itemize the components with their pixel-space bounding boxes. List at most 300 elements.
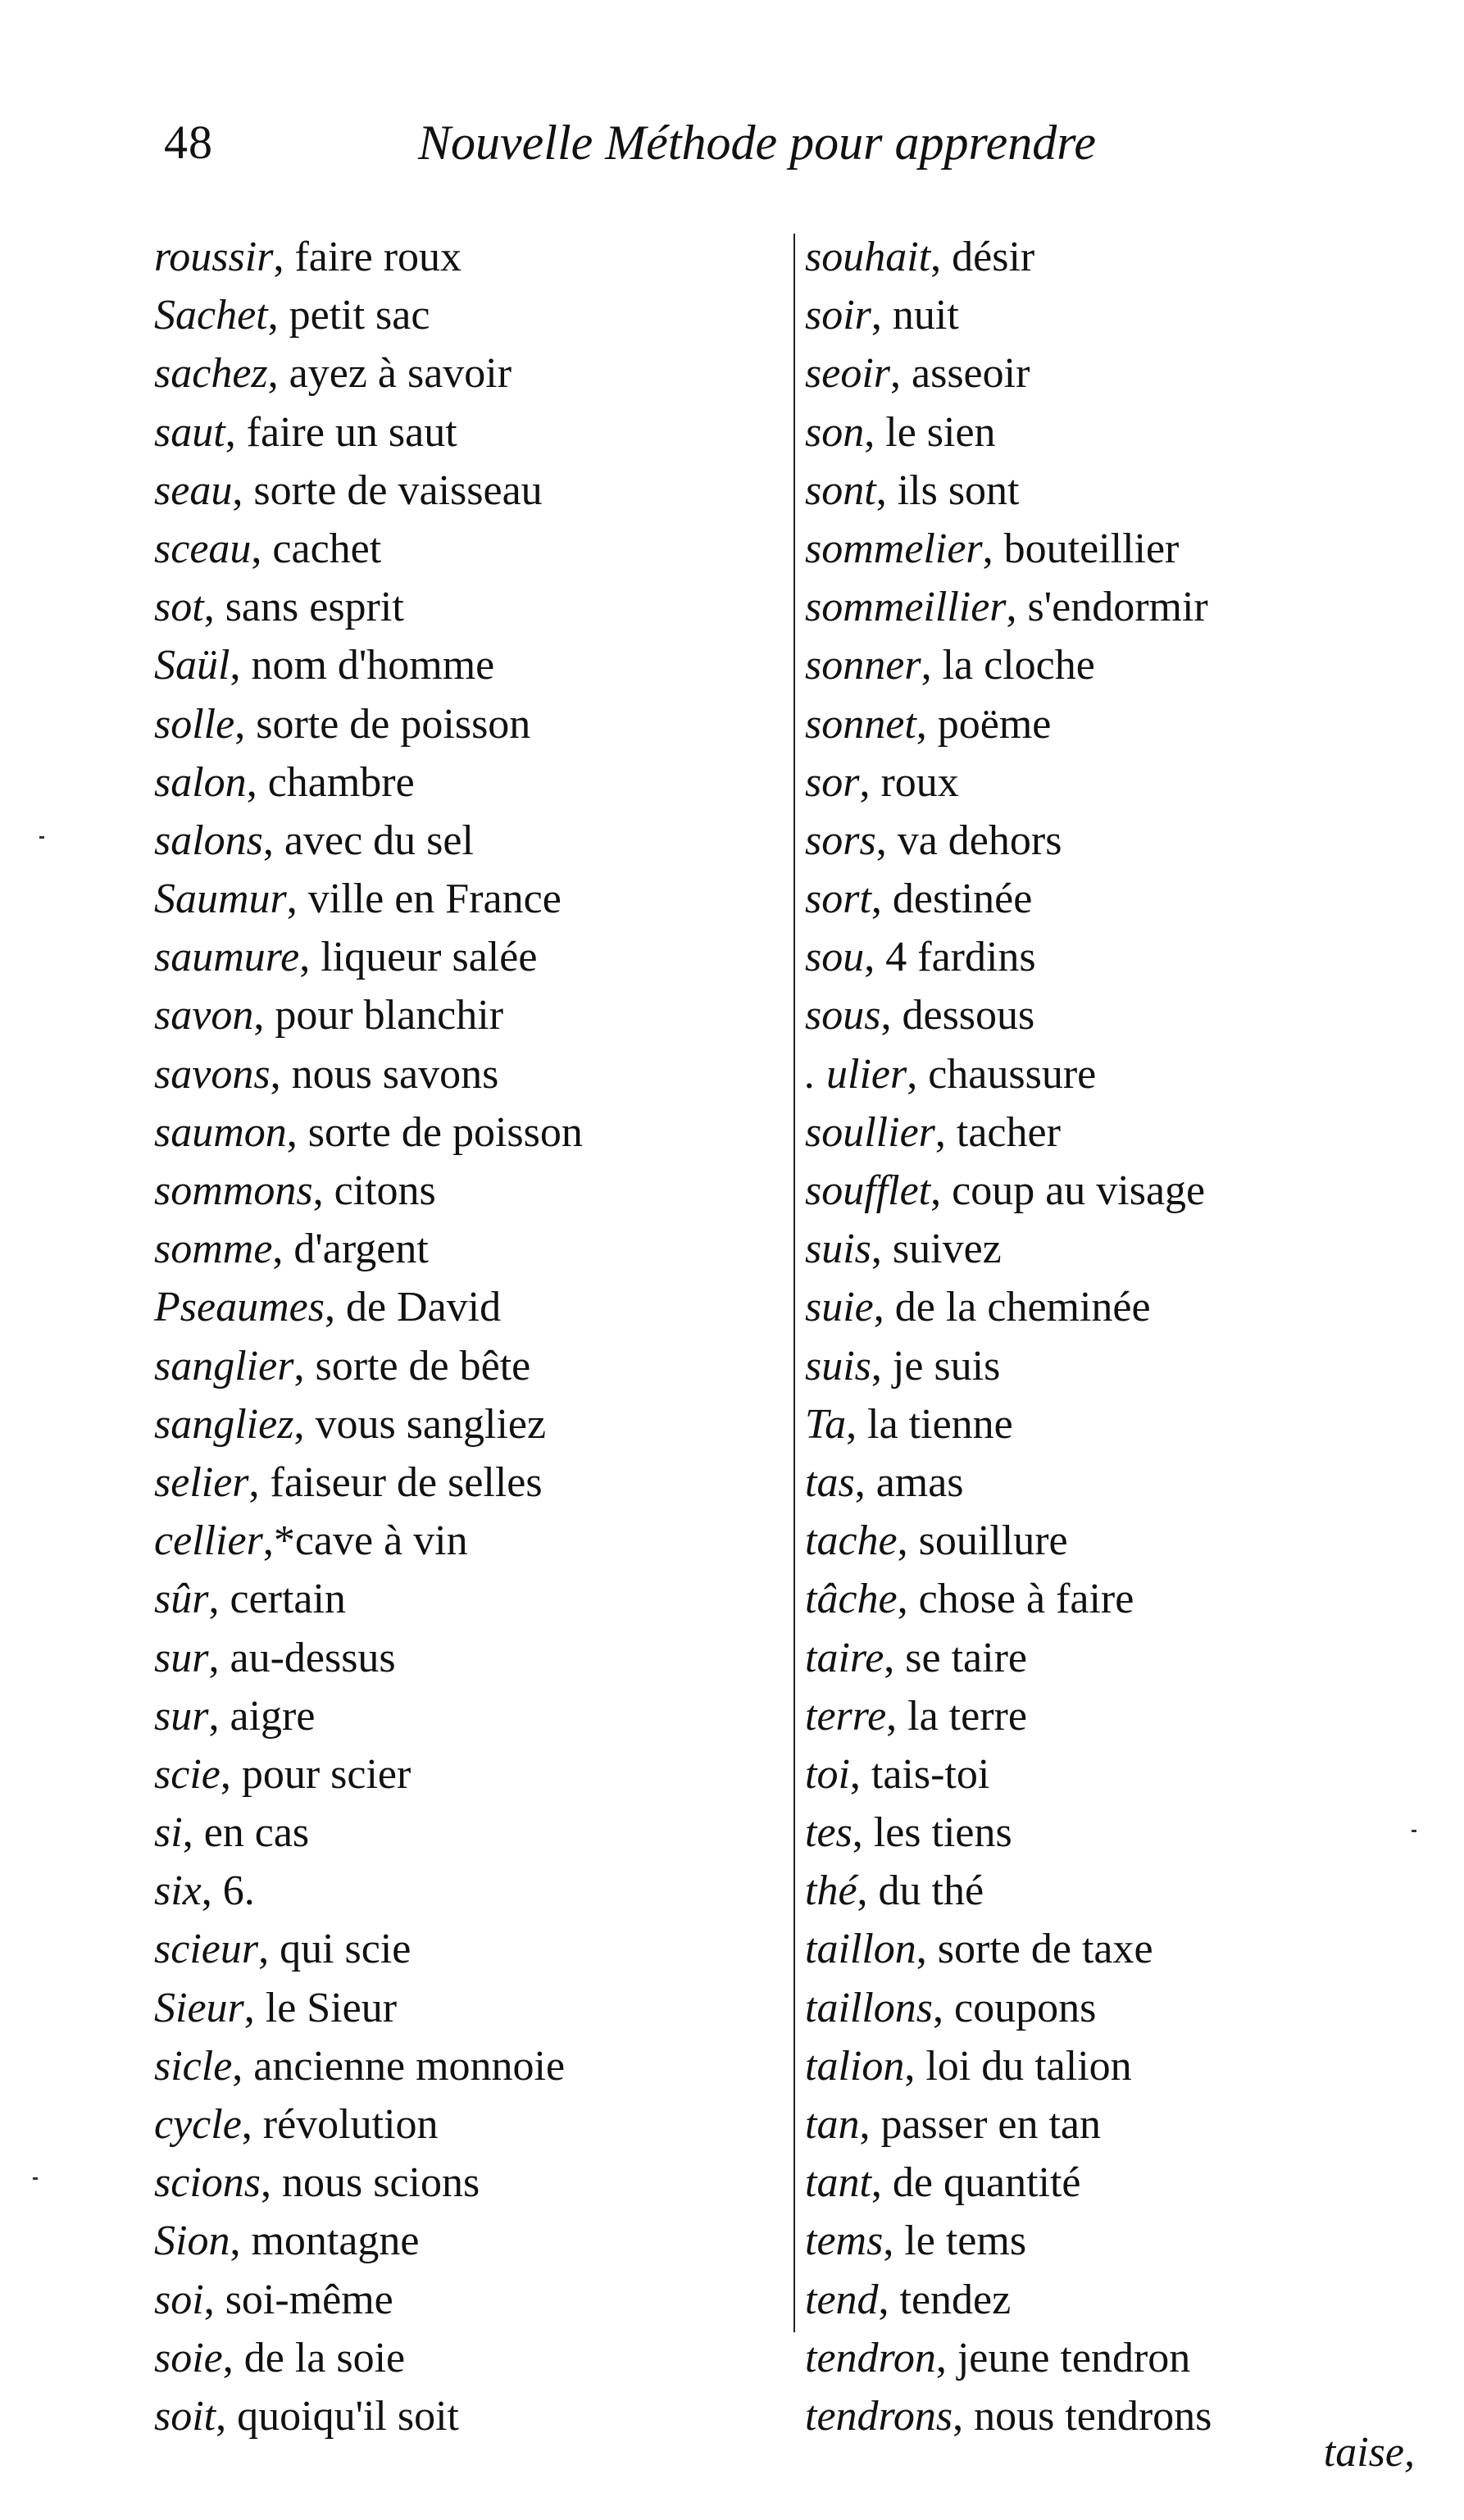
- running-title: Nouvelle Méthode pour apprendre: [418, 116, 1097, 170]
- entry-headword: son: [805, 408, 865, 456]
- entry-separator: ,: [846, 1400, 868, 1448]
- entry-headword: salons: [154, 816, 263, 864]
- entry-separator: ,: [878, 2276, 900, 2323]
- entry-separator: ,: [930, 1167, 953, 1214]
- entry-gloss: cachet: [272, 525, 382, 572]
- entry-gloss: le Sieur: [265, 1984, 398, 2031]
- entry-headword: tâche: [805, 1576, 898, 1623]
- entry-headword: tend: [805, 2276, 879, 2323]
- entry-gloss: souillure: [918, 1517, 1068, 1565]
- entry-separator: ,: [241, 2101, 263, 2148]
- dictionary-entry: [805, 2329, 1395, 2387]
- entry-headword: soir: [805, 292, 871, 339]
- entry-gloss: tendez: [899, 2276, 1012, 2323]
- entry-headword: scie: [154, 1750, 221, 1798]
- entry-headword: sanglier: [154, 1342, 294, 1390]
- entry-gloss: loi du talion: [925, 2042, 1132, 2090]
- entry-headword: Ta: [805, 1400, 847, 1448]
- entry-separator: ,: [1006, 584, 1028, 631]
- entry-gloss: 4 fardins: [885, 934, 1036, 981]
- entry-gloss: s'endormir: [1027, 584, 1208, 631]
- dictionary-entry: [154, 2154, 793, 2212]
- entry-gloss: roux: [880, 758, 959, 806]
- entry-headword: terre: [805, 1692, 887, 1740]
- entry-headword: . ulier: [805, 1050, 907, 1098]
- entry-headword: six: [154, 1867, 202, 1915]
- entry-headword: tendrons: [805, 2392, 953, 2440]
- entry-separator: ,: [864, 934, 886, 981]
- dictionary-entry: [805, 1045, 1395, 1103]
- entry-gloss: nous tendrons: [974, 2392, 1212, 2440]
- entry-headword: seau: [154, 466, 233, 514]
- entry-separator: ,: [270, 1050, 292, 1098]
- entry-gloss: va dehors: [897, 816, 1062, 864]
- dictionary-entry: [805, 228, 1395, 286]
- page-number: 48: [164, 116, 213, 169]
- entry-separator: ,: [880, 992, 902, 1039]
- entry-separator: ,: [286, 876, 308, 923]
- entry-gloss: tais-toi: [871, 1750, 990, 1798]
- entry-separator: ,: [258, 1926, 280, 1973]
- entry-gloss: ils sont: [897, 466, 1020, 514]
- entry-gloss: soi-même: [225, 2276, 393, 2323]
- dictionary-entry: [805, 1804, 1395, 1862]
- dictionary-entry: [805, 695, 1395, 753]
- entry-headword: sort: [805, 876, 871, 923]
- dictionary-entry: [154, 636, 793, 694]
- entry-separator: ,: [203, 584, 225, 631]
- entry-headword: sur: [154, 1692, 209, 1740]
- dictionary-entry: [805, 928, 1395, 986]
- dictionary-entry: [154, 986, 793, 1044]
- dictionary-entry: [805, 2154, 1395, 2212]
- dictionary-entry: [805, 2271, 1395, 2329]
- entry-gloss: jeune tendron: [957, 2334, 1191, 2381]
- entry-headword: sangliez: [154, 1400, 294, 1448]
- entry-headword: suie: [805, 1284, 874, 1331]
- entry-headword: solle: [154, 700, 235, 748]
- dictionary-entry: [154, 1045, 793, 1103]
- entry-separator: ,: [203, 2276, 225, 2323]
- entry-separator: ,: [864, 408, 886, 456]
- entry-separator: ,: [251, 525, 273, 572]
- entry-separator: ,: [884, 1634, 906, 1681]
- entry-headword: tan: [805, 2101, 860, 2148]
- dictionary-entry: [805, 462, 1395, 520]
- entry-gloss: sans esprit: [225, 584, 404, 631]
- dictionary-entry: [154, 1162, 793, 1220]
- entry-gloss: de la cheminée: [894, 1284, 1151, 1331]
- entry-gloss: coupons: [954, 1984, 1097, 2031]
- entry-separator: ,: [208, 1576, 230, 1623]
- entry-separator: ,: [883, 2218, 905, 2265]
- entry-gloss: pour blanchir: [275, 992, 504, 1039]
- dictionary-entry: [154, 2212, 793, 2270]
- entry-headword: seoir: [805, 350, 890, 398]
- entry-separator: ,: [222, 2334, 244, 2381]
- entry-gloss: ville en France: [307, 876, 562, 923]
- entry-gloss: de quantité: [892, 2159, 1081, 2207]
- entry-gloss: nous savons: [291, 1050, 499, 1098]
- entry-gloss: chambre: [267, 758, 415, 806]
- entry-gloss: passer en tan: [880, 2101, 1102, 2148]
- dictionary-entry: [805, 1687, 1395, 1745]
- entry-headword: sou: [805, 934, 865, 981]
- entry-headword: soit: [154, 2392, 216, 2440]
- dictionary-entry: [154, 1687, 793, 1745]
- dictionary-entry: [805, 1745, 1395, 1804]
- dictionary-entry: [154, 812, 793, 870]
- dictionary-entry: [805, 403, 1395, 462]
- entry-gloss: coup au visage: [952, 1167, 1206, 1214]
- entry-separator: ,: [248, 1458, 271, 1506]
- entry-gloss: la tienne: [867, 1400, 1013, 1448]
- entry-separator: ,: [873, 1284, 895, 1331]
- entry-separator: ,: [182, 1809, 204, 1857]
- dictionary-entry: [805, 753, 1395, 812]
- dictionary-entry: [154, 1453, 793, 1512]
- entry-headword: scieur: [154, 1926, 259, 1973]
- dictionary-entry: [805, 520, 1395, 578]
- entry-separator: ,: [216, 2392, 238, 2440]
- entry-gloss: faire un saut: [246, 408, 457, 456]
- entry-separator: ,: [897, 1576, 919, 1623]
- entry-gloss: faiseur de selles: [270, 1458, 543, 1506]
- entry-headword: savon: [154, 992, 254, 1039]
- entry-separator: ,: [246, 758, 268, 806]
- entry-gloss: se taire: [905, 1634, 1027, 1681]
- entry-gloss: les tiens: [873, 1809, 1012, 1857]
- entry-headword: thé: [805, 1867, 857, 1915]
- entry-gloss: le tems: [904, 2218, 1027, 2265]
- dictionary-entry: [154, 228, 793, 286]
- entry-separator: ,: [243, 1984, 266, 2031]
- entry-separator: ,: [267, 292, 289, 339]
- entry-gloss: du thé: [878, 1867, 984, 1915]
- entry-gloss: de David: [345, 1284, 502, 1331]
- right-column: [805, 228, 1395, 2445]
- entry-headword: roussir: [154, 234, 274, 280]
- entry-headword: Sachet: [154, 292, 268, 339]
- entry-separator: ,: [272, 1226, 294, 1273]
- dictionary-entry: [154, 1920, 793, 1978]
- ink-speck: [39, 836, 44, 839]
- column-divider: [793, 234, 795, 2332]
- entry-gloss: quoiqu'il soit: [237, 2392, 459, 2440]
- entry-separator: ,: [232, 466, 254, 514]
- entry-separator: ,: [201, 1867, 223, 1915]
- entry-headword: sur: [154, 1634, 209, 1681]
- entry-gloss: tacher: [956, 1108, 1061, 1156]
- dictionary-entry: [805, 812, 1395, 870]
- entry-separator: ,: [897, 1517, 919, 1565]
- entry-headword: sommelier: [805, 525, 983, 572]
- entry-headword: sceau: [154, 525, 252, 572]
- entry-headword: sor: [805, 758, 860, 806]
- dictionary-entry: [805, 2387, 1395, 2445]
- dictionary-entry: [154, 928, 793, 986]
- dictionary-entry: [805, 1629, 1395, 1687]
- dictionary-entry: [154, 753, 793, 812]
- left-column: [154, 228, 793, 2445]
- entry-headword: savons: [154, 1050, 271, 1098]
- entry-separator: ,: [273, 234, 295, 280]
- entry-headword: salon: [154, 758, 247, 806]
- entry-gloss: 6.: [222, 1867, 255, 1915]
- entry-gloss: désir: [952, 234, 1035, 280]
- dictionary-entry: [805, 1103, 1395, 1162]
- dictionary-entry: [805, 2037, 1395, 2095]
- entry-gloss: ancienne monnoie: [253, 2042, 566, 2090]
- entry-headword: soie: [154, 2334, 223, 2381]
- entry-gloss: nous scions: [282, 2159, 480, 2207]
- entry-headword: sommeillier: [805, 584, 1007, 631]
- dictionary-entry: [805, 870, 1395, 928]
- entry-headword: sonnet: [805, 700, 916, 748]
- entry-separator: ,: [261, 2159, 282, 2207]
- entry-headword: tes: [805, 1809, 852, 1857]
- entry-headword: suis: [805, 1226, 871, 1273]
- entry-gloss: avec du sel: [284, 816, 474, 864]
- entry-headword: soufflet: [805, 1167, 931, 1214]
- entry-headword: tems: [805, 2218, 884, 2265]
- page-header: [164, 115, 1262, 180]
- entry-gloss: suivez: [892, 1226, 1002, 1273]
- dictionary-entry: [154, 1570, 793, 1628]
- entry-gloss: la cloche: [942, 642, 1095, 689]
- dictionary-entry: [154, 870, 793, 928]
- entry-separator: ,: [849, 1750, 871, 1798]
- entry-headword: taire: [805, 1634, 884, 1681]
- entry-headword: Sieur: [154, 1984, 244, 2031]
- entry-gloss: la terre: [907, 1692, 1027, 1740]
- dictionary-entry: [154, 286, 793, 344]
- dictionary-entry: [805, 1512, 1395, 1570]
- entry-gloss: pour scier: [241, 1750, 411, 1798]
- dictionary-entry: [805, 2095, 1395, 2154]
- ink-speck: [33, 2177, 38, 2180]
- entry-separator: ,: [312, 1167, 334, 1214]
- entry-gloss: asseoir: [912, 350, 1030, 398]
- entry-separator: ,: [934, 1108, 957, 1156]
- entry-gloss: poëme: [937, 700, 1052, 748]
- dictionary-entry: [805, 1220, 1395, 1278]
- dictionary-entry: [154, 578, 793, 636]
- entry-separator: ,: [890, 350, 912, 398]
- dictionary-entry: [805, 578, 1395, 636]
- dictionary-entry: [805, 1453, 1395, 1512]
- entry-headword: selier: [154, 1458, 249, 1506]
- entry-gloss: vous sangliez: [315, 1400, 547, 1448]
- dictionary-entry: [805, 1162, 1395, 1220]
- entry-gloss: aigre: [230, 1692, 316, 1740]
- entry-gloss: petit sac: [289, 292, 430, 339]
- entry-headword: sicle: [154, 2042, 233, 2090]
- entry-gloss: dessous: [902, 992, 1035, 1039]
- entry-separator: ,: [953, 2392, 975, 2440]
- entry-headword: sot: [154, 584, 204, 631]
- entry-separator: ,: [875, 466, 898, 514]
- dictionary-entry: [805, 1278, 1395, 1336]
- dictionary-entry: [154, 2037, 793, 2095]
- entry-separator: ,: [293, 1342, 316, 1390]
- entry-separator: ,: [267, 350, 289, 398]
- entry-headword: tas: [805, 1458, 855, 1506]
- entry-headword: sonner: [805, 642, 921, 689]
- dictionary-entry: [154, 1979, 793, 2037]
- entry-gloss: faire roux: [294, 234, 462, 280]
- entry-gloss: chose à faire: [918, 1576, 1134, 1623]
- dictionary-entry: [805, 1862, 1395, 1920]
- entry-separator: ,: [930, 234, 953, 280]
- dictionary-entry: [154, 1745, 793, 1804]
- dictionary-entry: [805, 1570, 1395, 1628]
- entry-separator: ,: [907, 1050, 929, 1098]
- dictionary-entry: [805, 344, 1395, 403]
- entry-gloss: certain: [230, 1576, 346, 1623]
- entry-separator: ,: [230, 2218, 252, 2265]
- entry-gloss: sorte de poisson: [256, 700, 531, 748]
- catchword: taise,: [1323, 2429, 1415, 2476]
- dictionary-entry: [805, 1920, 1395, 1978]
- entry-headword: Saül: [154, 642, 230, 689]
- entry-headword: saut: [154, 408, 225, 456]
- entry-separator: ,: [208, 1634, 230, 1681]
- dictionary-entry: [154, 344, 793, 403]
- entry-gloss: destinée: [892, 876, 1033, 923]
- entry-headword: saumon: [154, 1108, 287, 1156]
- entry-gloss: amas: [875, 1458, 964, 1506]
- entry-headword: Pseaumes: [154, 1284, 325, 1331]
- entry-separator: ,: [253, 992, 275, 1039]
- entry-separator: ,: [225, 408, 247, 456]
- entry-headword: cellier: [154, 1517, 263, 1565]
- entry-gloss: cave à vin: [294, 1517, 468, 1565]
- entry-headword: tache: [805, 1517, 898, 1565]
- entry-separator: ,: [234, 700, 257, 748]
- dictionary-entry: [154, 2387, 793, 2445]
- dictionary-entry: [154, 1395, 793, 1453]
- entry-headword: tant: [805, 2159, 871, 2207]
- entry-headword: si: [154, 1809, 183, 1857]
- entry-separator: ,: [871, 1342, 893, 1390]
- entry-headword: soullier: [805, 1108, 935, 1156]
- dictionary-entry: [805, 1395, 1395, 1453]
- dictionary-entry: [154, 695, 793, 753]
- entry-separator: ,: [935, 2334, 957, 2381]
- entry-gloss: sorte de vaisseau: [253, 466, 543, 514]
- entry-gloss: je suis: [892, 1342, 1001, 1390]
- dictionary-entry: [154, 1804, 793, 1862]
- entry-separator: ,: [232, 2042, 254, 2090]
- dictionary-entry: [154, 2329, 793, 2387]
- dictionary-entry: [805, 2212, 1395, 2270]
- entry-separator: ,: [852, 1809, 874, 1857]
- dictionary-entry: [154, 1337, 793, 1395]
- entry-gloss: citons: [334, 1167, 436, 1214]
- entry-separator: ,: [875, 816, 898, 864]
- entry-gloss: liqueur salée: [321, 934, 538, 981]
- entry-headword: toi: [805, 1750, 850, 1798]
- dictionary-entry: [154, 1512, 793, 1570]
- entry-separator: ,: [220, 1750, 242, 1798]
- entry-gloss: au-dessus: [230, 1634, 396, 1681]
- entry-separator: ,: [859, 2101, 881, 2148]
- entry-separator: ,: [904, 2042, 926, 2090]
- dictionary-entry: [805, 636, 1395, 694]
- entry-gloss: nuit: [892, 292, 959, 339]
- entry-headword: sors: [805, 816, 876, 864]
- dictionary-entry: [154, 1862, 793, 1920]
- entry-headword: souhait: [805, 234, 931, 280]
- entry-headword: suis: [805, 1342, 871, 1390]
- ink-speck: [1412, 1830, 1416, 1832]
- entry-headword: Saumur: [154, 876, 287, 923]
- entry-gloss: montagne: [251, 2218, 420, 2265]
- entry-separator: ,: [871, 1226, 893, 1273]
- entry-gloss: sorte de poisson: [307, 1108, 583, 1156]
- entry-separator: ,: [286, 1108, 308, 1156]
- entry-separator: ,: [208, 1692, 230, 1740]
- entry-separator: ,: [230, 642, 252, 689]
- entry-separator: ,: [859, 758, 881, 806]
- dictionary-entry: [154, 1220, 793, 1278]
- entry-headword: sûr: [154, 1576, 209, 1623]
- entry-gloss: ayez à savoir: [289, 350, 512, 398]
- entry-gloss: qui scie: [280, 1926, 411, 1973]
- entry-headword: tendron: [805, 2334, 936, 2381]
- entry-separator: ,: [921, 642, 943, 689]
- entry-separator: ,: [871, 2159, 893, 2207]
- entry-headword: sous: [805, 992, 881, 1039]
- dictionary-entry: [154, 403, 793, 462]
- entry-separator: ,: [324, 1284, 346, 1331]
- entry-headword: taillon: [805, 1926, 916, 1973]
- entry-separator: ,: [262, 816, 284, 864]
- entry-separator: ,*: [262, 1517, 295, 1565]
- dictionary-entry: [154, 1629, 793, 1687]
- entry-headword: sommons: [154, 1167, 313, 1214]
- dictionary-entry: [154, 1278, 793, 1336]
- dictionary-entry: [154, 462, 793, 520]
- entry-gloss: révolution: [262, 2101, 439, 2148]
- entry-headword: cycle: [154, 2101, 242, 2148]
- entry-gloss: de la soie: [243, 2334, 406, 2381]
- entry-gloss: sorte de bête: [315, 1342, 531, 1390]
- entry-headword: sachez: [154, 350, 268, 398]
- entry-headword: saumure: [154, 934, 300, 981]
- entry-separator: ,: [916, 1926, 938, 1973]
- dictionary-entry: [805, 1979, 1395, 2037]
- entry-separator: ,: [854, 1458, 876, 1506]
- entry-headword: talion: [805, 2042, 905, 2090]
- entry-headword: taillons: [805, 1984, 934, 2031]
- entry-separator: ,: [857, 1867, 879, 1915]
- entry-separator: ,: [982, 525, 1004, 572]
- dictionary-entry: [805, 286, 1395, 344]
- dictionary-entry: [154, 1103, 793, 1162]
- entry-gloss: en cas: [203, 1809, 310, 1857]
- dictionary-entry: [154, 520, 793, 578]
- entry-gloss: le sien: [885, 408, 996, 456]
- entry-headword: scions: [154, 2159, 261, 2207]
- entry-gloss: d'argent: [293, 1226, 429, 1273]
- entry-separator: ,: [916, 700, 938, 748]
- dictionary-entry: [154, 2271, 793, 2329]
- entry-separator: ,: [299, 934, 321, 981]
- entry-separator: ,: [871, 876, 893, 923]
- dictionary-entry: [805, 986, 1395, 1044]
